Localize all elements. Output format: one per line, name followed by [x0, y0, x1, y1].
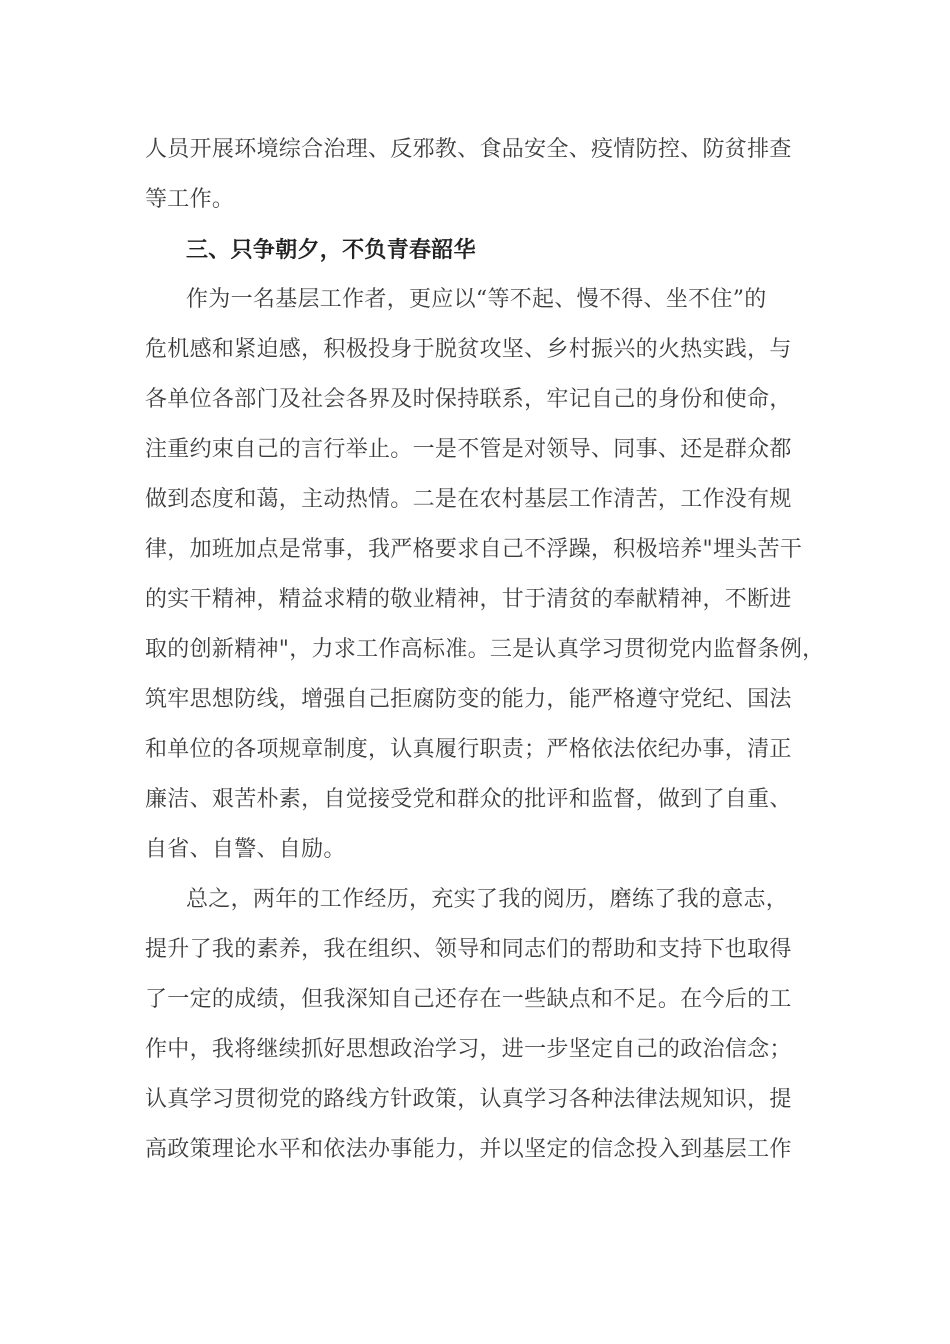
paragraph-line: 做到态度和蔼，主动热情。二是在农村基层工作清苦，工作没有规	[145, 487, 792, 512]
paragraph-line: 取的创新精神"，力求工作高标准。三是认真学习贯彻党内监督条例，	[145, 637, 825, 662]
paragraph-line: 筑牢思想防线，增强自己拒腐防变的能力，能严格遵守党纪、国法	[145, 687, 792, 712]
paragraph-line: 作中，我将继续抓好思想政治学习，进一步坚定自己的政治信念；	[145, 1037, 792, 1062]
paragraph-line: 等工作。	[145, 187, 235, 212]
paragraph-line: 和单位的各项规章制度，认真履行职责；严格依法依纪办事，清正	[145, 737, 792, 762]
paragraph-line: 的实干精神，精益求精的敬业精神，甘于清贫的奉献精神，不断进	[145, 587, 792, 612]
paragraph-line: 自省、自警、自励。	[145, 837, 346, 862]
paragraph-line: 各单位各部门及社会各界及时保持联系，牢记自己的身份和使命，	[145, 387, 792, 412]
paragraph-line: 认真学习贯彻党的路线方针政策，认真学习各种法律法规知识，提	[145, 1087, 792, 1112]
paragraph-line: 律，加班加点是常事，我严格要求自己不浮躁，积极培养"埋头苦干	[145, 537, 803, 562]
paragraph-line: 危机感和紧迫感，积极投身于脱贫攻坚、乡村振兴的火热实践，与	[145, 337, 792, 362]
section-heading: 三、只争朝夕，不负青春韶华	[186, 237, 476, 263]
paragraph-line: 提升了我的素养，我在组织、领导和同志们的帮助和支持下也取得	[145, 937, 792, 962]
paragraph-line: 了一定的成绩，但我深知自己还存在一些缺点和不足。在今后的工	[145, 987, 792, 1012]
paragraph-line: 高政策理论水平和依法办事能力，并以坚定的信念投入到基层工作	[145, 1137, 792, 1162]
paragraph-line: 注重约束自己的言行举止。一是不管是对领导、同事、还是群众都	[145, 437, 792, 462]
paragraph-line: 廉洁、艰苦朴素，自觉接受党和群众的批评和监督，做到了自重、	[145, 787, 792, 812]
paragraph-line: 作为一名基层工作者，更应以“等不起、慢不得、坐不住”的	[186, 287, 767, 312]
paragraph-line: 人员开展环境综合治理、反邪教、食品安全、疫情防控、防贫排查	[145, 137, 792, 162]
paragraph-line: 总之，两年的工作经历，充实了我的阅历，磨练了我的意志，	[186, 887, 789, 912]
